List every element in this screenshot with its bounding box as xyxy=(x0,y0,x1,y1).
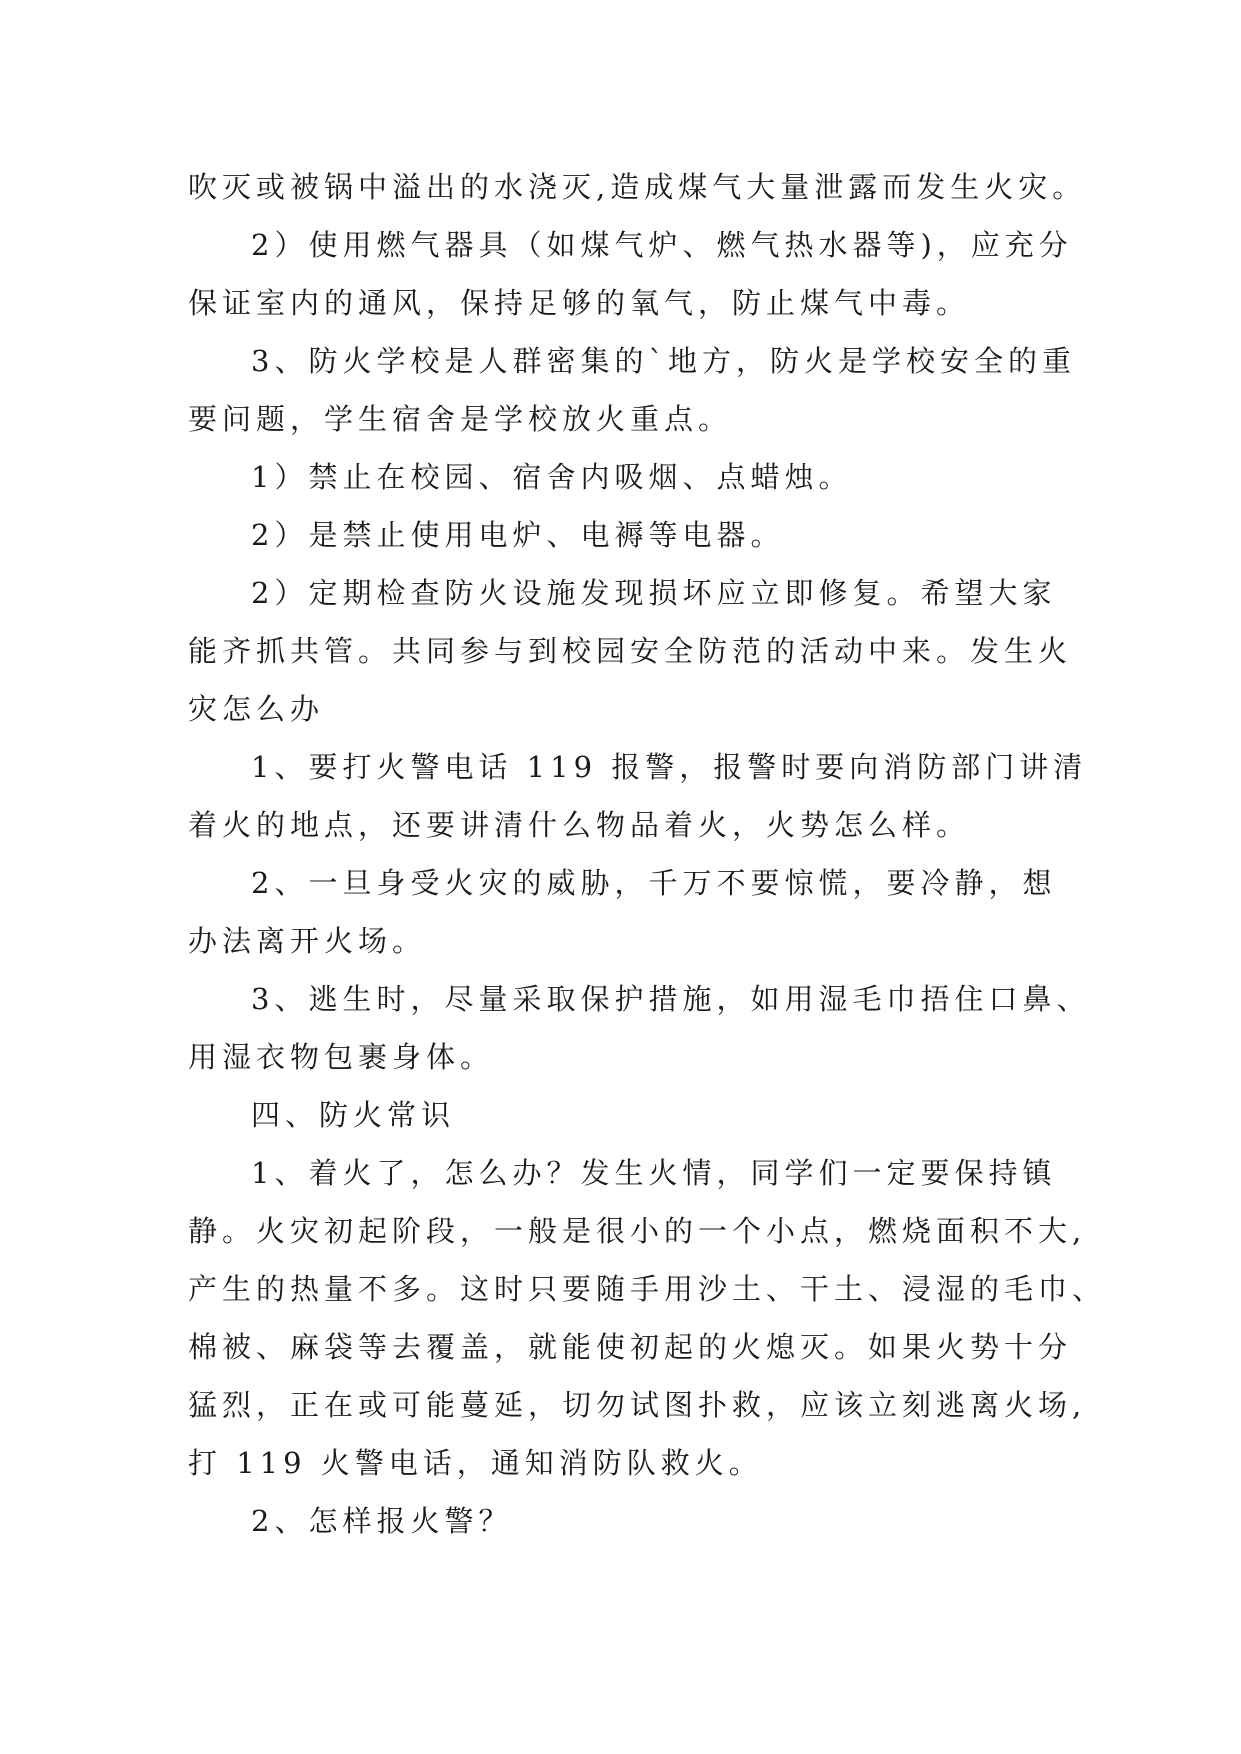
text-line: 能齐抓共管。共同参与到校园安全防范的活动中来。发生火 xyxy=(188,634,1073,668)
text-line: 2）是禁止使用电炉、电褥等电器。 xyxy=(251,518,785,552)
document-body xyxy=(188,158,1107,1550)
text-line: 打 119 火警电话，通知消防队救火。 xyxy=(188,1446,763,1480)
text-line: 要问题，学生宿舍是学校放火重点。 xyxy=(188,402,733,436)
text-line: 着火的地点，还要讲清什么物品着火，火势怎么样。 xyxy=(188,808,971,842)
text-line: 猛烈，正在或可能蔓延，切勿试图扑救，应该立刻逃离火场, xyxy=(188,1388,1087,1422)
text-line: 灾怎么办 xyxy=(188,692,325,726)
text-line: 静。火灾初起阶段，一般是很小的一个小点，燃烧面积不大, xyxy=(188,1214,1087,1248)
text-line: 吹灭或被锅中溢出的水浇灭,造成煤气大量泄露而发生火灾。 xyxy=(188,170,1087,204)
text-line: 用湿衣物包裹身体。 xyxy=(188,1040,495,1074)
section-heading: 四、防火常识 xyxy=(251,1098,456,1132)
text-line: 2）定期检查防火设施发现损坏应立即修复。希望大家 xyxy=(251,576,1057,610)
text-line: 3、防火学校是人群密集的`地方，防火是学校安全的重 xyxy=(251,344,1076,378)
text-line: 保证室内的通风，保持足够的氧气，防止煤气中毒。 xyxy=(188,286,971,320)
text-line: 2）使用燃气器具（如煤气炉、燃气热水器等)，应充分 xyxy=(251,228,1073,262)
text-line: 2、怎样报火警？ xyxy=(251,1504,513,1538)
text-line: 1）禁止在校园、宿舍内吸烟、点蜡烛。 xyxy=(251,460,853,494)
text-line: 产生的热量不多。这时只要随手用沙土、干土、浸湿的毛巾、 xyxy=(188,1272,1107,1306)
text-line: 办法离开火场。 xyxy=(188,924,427,958)
text-line: 棉被、麻袋等去覆盖，就能使初起的火熄灭。如果火势十分 xyxy=(188,1330,1073,1364)
text-line: 3、逃生时，尽量采取保护措施，如用湿毛巾捂住口鼻、 xyxy=(251,982,1091,1016)
text-line: 2、一旦身受火灾的威胁，千万不要惊慌，要冷静，想 xyxy=(251,866,1057,900)
text-line: 1、着火了，怎么办？发生火情，同学们一定要保持镇 xyxy=(251,1156,1057,1190)
text-line: 1、要打火警电话 119 报警，报警时要向消防部门讲清 xyxy=(251,750,1088,784)
